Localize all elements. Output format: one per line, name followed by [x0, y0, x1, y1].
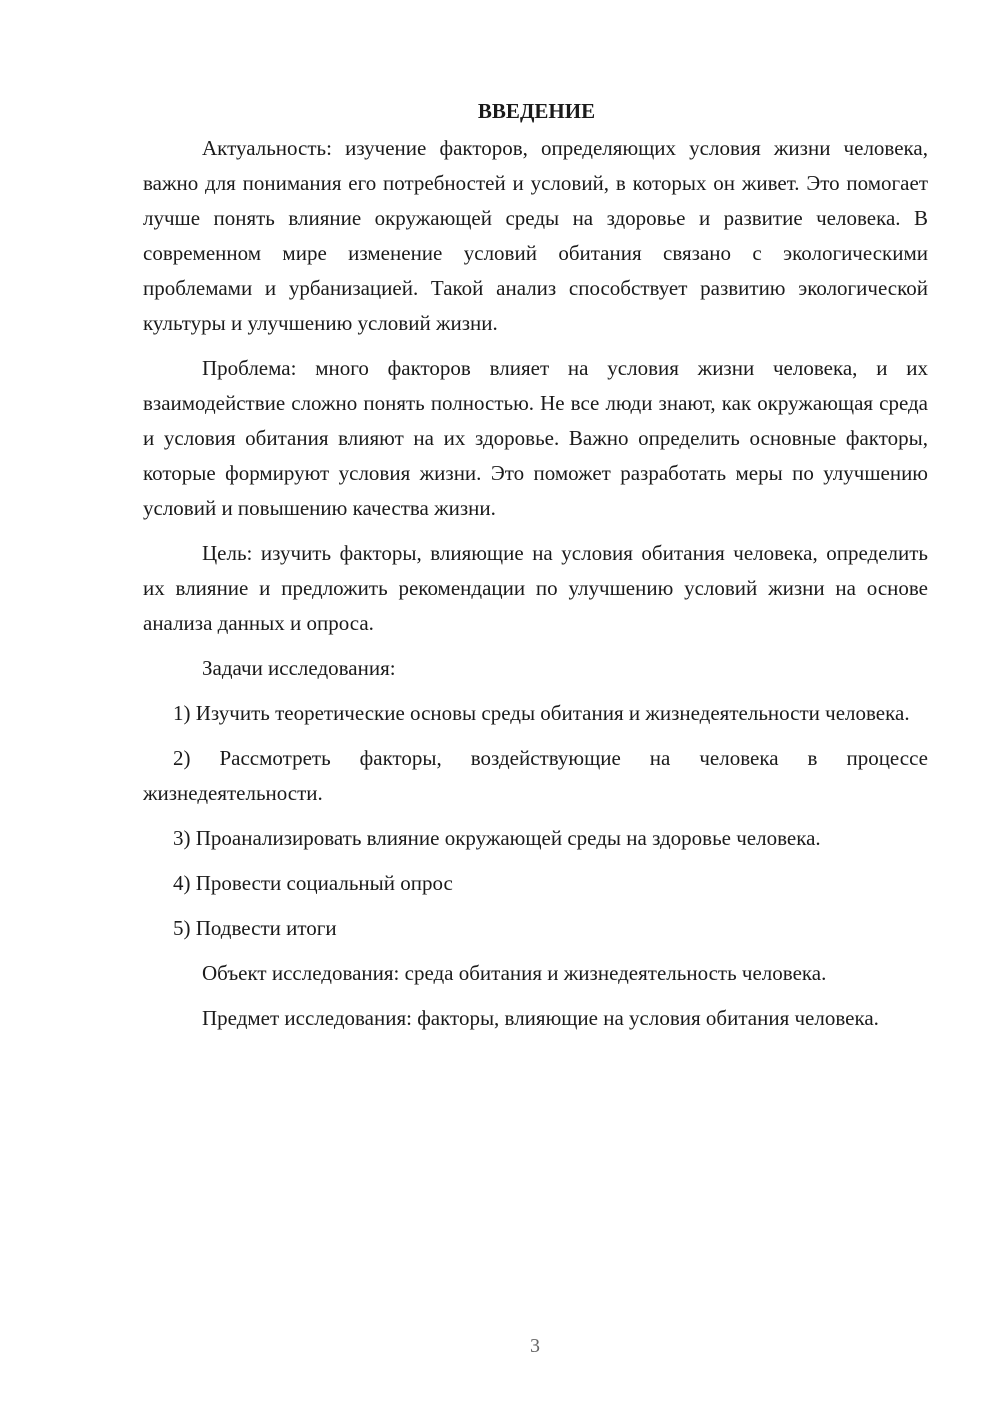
task-item-2: 2) Рассмотреть факторы, воздействующие на человека в процессе жизнедеятельности.	[143, 746, 928, 805]
task-item-1: 1) Изучить теоретические основы среды обитания и жизнедеятельности человека.	[173, 701, 910, 725]
task-item-5: 5) Подвести итоги	[173, 916, 337, 940]
paragraph-research-subject: Предмет исследования: факторы, влияющие на условия обитания человека.	[202, 1006, 879, 1030]
document-page	[143, 96, 928, 1046]
page-number: 3	[530, 1335, 540, 1357]
task-item-3: 3) Проанализировать влияние окружающей среды на здоровье человека.	[173, 826, 821, 850]
paragraph-goal: Цель: изучить факторы, влияющие на условия обитания человека, определить их влияние и предложить рекомендации по улучшению условий жизни на основе анализа данных и опроса.	[143, 541, 928, 635]
paragraph-relevance: Актуальность: изучение факторов, определяющих условия жизни человека, важно для понимания его потребностей и условий, в которых он живет. Это помогает лучше понять влияние окружающей среды на здоровье и развитие человека. В современном мире изменение условий обитания связано с экологическими проблемами и урбанизацией. Такой анализ способствует развитию экологической культуры и улучшению условий жизни.	[143, 136, 928, 335]
paragraph-tasks-heading: Задачи исследования:	[202, 656, 396, 680]
page-title: ВВЕДЕНИЕ	[477, 99, 596, 123]
paragraph-problem: Проблема: много факторов влияет на условия жизни человека, и их взаимодействие сложно понять полностью. Не все люди знают, как окружающая среда и условия обитания влияют на их здоровье. Важно определить основные факторы, которые формируют условия жизни. Это поможет разработать меры по улучшению условий и повышению качества жизни.	[143, 356, 928, 520]
task-item-4: 4) Провести социальный опрос	[173, 871, 453, 895]
paragraph-research-object: Объект исследования: среда обитания и жизнедеятельность человека.	[202, 961, 827, 985]
